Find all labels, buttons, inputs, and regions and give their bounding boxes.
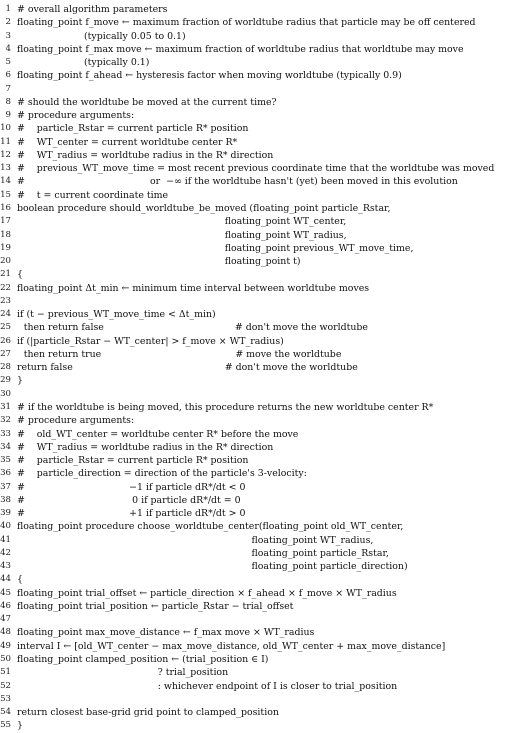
listing-line xyxy=(0,494,514,507)
listing-line xyxy=(0,348,514,361)
code-text: # particle_Rstar = current particle R* position xyxy=(17,455,249,467)
listing-line xyxy=(0,229,514,242)
listing-line xyxy=(0,467,514,480)
code-text: if (t − previous_WT_move_time < Δt_min) xyxy=(17,309,216,321)
code-text: floating_point particle_direction) xyxy=(251,561,408,573)
code-text: interval I ← [old_WT_center − max_move_distance, old_WT_center + max_move_distance] xyxy=(17,640,446,652)
listing-line xyxy=(0,428,514,441)
code-text: floating_point clamped_position ← (trial_position ∈ I) xyxy=(17,654,269,666)
code-text: (typically 0.1) xyxy=(84,57,150,69)
line-number: 26 xyxy=(0,335,11,346)
line-number: 35 xyxy=(0,455,11,466)
listing-line xyxy=(0,706,514,719)
listing-line xyxy=(0,414,514,427)
listing-line xyxy=(0,282,514,295)
listing-line xyxy=(0,441,514,454)
code-text: floating_point f_max move ← maximum fraction of worldtube radius that worldtube may move xyxy=(17,43,464,55)
code-text: floating_point WT_radius, xyxy=(251,534,374,546)
code-text: # overall algorithm parameters xyxy=(17,4,168,15)
code-text: # if the worldtube is being moved, this procedure returns the new worldtube center R* xyxy=(17,401,434,413)
listing-line xyxy=(0,587,514,600)
line-number: 13 xyxy=(0,163,11,174)
code-text: then return false # don't move the worldtube xyxy=(23,322,368,334)
line-number: 55 xyxy=(0,720,11,731)
line-number: 12 xyxy=(0,149,11,160)
code-text: floating_point particle_Rstar, xyxy=(251,547,389,559)
code-text: # or −∞ if the worldtube hasn't (yet) been moved in this evolution xyxy=(17,176,458,188)
listing-line xyxy=(0,69,514,82)
line-number: 11 xyxy=(0,136,11,147)
listing-line xyxy=(0,202,514,215)
listing-line xyxy=(0,560,514,573)
line-number: 44 xyxy=(0,574,11,585)
code-text: floating_point WT_center, xyxy=(224,216,347,228)
line-number: 2 xyxy=(5,17,11,28)
code-text: # procedure arguments: xyxy=(17,110,135,122)
line-number: 54 xyxy=(0,707,11,718)
code-text: # procedure arguments: xyxy=(17,415,135,427)
code-text: then return true # move the worldtube xyxy=(23,348,342,360)
line-number: 10 xyxy=(0,123,11,134)
line-number: 34 xyxy=(0,441,11,452)
listing-line xyxy=(0,43,514,56)
line-number: 16 xyxy=(0,202,11,213)
code-text: # old_WT_center = worldtube center R* before the move xyxy=(17,428,299,440)
line-number: 46 xyxy=(0,600,11,611)
listing-line xyxy=(0,401,514,414)
listing-line xyxy=(0,547,514,560)
code-text: # t = current coordinate time xyxy=(17,189,169,201)
code-text: : whichever endpoint of I is closer to trial_position xyxy=(157,680,398,692)
listing-line xyxy=(0,242,514,255)
listing-line xyxy=(0,162,514,175)
line-number: 53 xyxy=(0,693,11,704)
line-number: 18 xyxy=(0,229,11,240)
listing-line xyxy=(0,335,514,348)
listing-line xyxy=(0,321,514,334)
line-number: 27 xyxy=(0,348,11,359)
code-text: # +1 if particle dR*/dt > 0 xyxy=(17,508,246,520)
listing-line xyxy=(0,83,514,96)
code-text: floating_point trial_offset ← particle_direction × f_ahead × f_move × WT_radius xyxy=(17,587,397,599)
listing-line xyxy=(0,3,514,16)
code-text: return closest base-grid grid point to clamped_position xyxy=(17,707,279,719)
line-number: 51 xyxy=(0,667,11,678)
line-number: 38 xyxy=(0,494,11,505)
listing-line xyxy=(0,295,514,308)
line-number: 49 xyxy=(0,640,11,651)
line-number: 52 xyxy=(0,680,11,691)
listing-line xyxy=(0,388,514,401)
line-number: 9 xyxy=(5,110,11,121)
line-number: 40 xyxy=(0,521,11,532)
line-number: 47 xyxy=(0,614,11,625)
code-text: floating_point previous_WT_move_time, xyxy=(224,242,414,254)
line-number: 8 xyxy=(5,96,11,107)
line-number: 36 xyxy=(0,468,11,479)
listing-line xyxy=(0,136,514,149)
listing-line xyxy=(0,122,514,135)
line-number: 5 xyxy=(5,57,11,68)
listing-line xyxy=(0,573,514,586)
listing-line xyxy=(0,719,514,732)
listing-line xyxy=(0,361,514,374)
code-text: # previous_WT_move_time = most recent previous coordinate time that the worldtube was moved xyxy=(17,163,495,175)
line-number: 31 xyxy=(0,401,11,412)
listing-line xyxy=(0,507,514,520)
listing-line xyxy=(0,308,514,321)
code-text: # WT_radius = worldtube radius in the R* direction xyxy=(17,149,274,161)
line-number: 19 xyxy=(0,242,11,253)
line-number: 15 xyxy=(0,189,11,200)
code-text: # particle_direction = direction of the particle's 3-velocity: xyxy=(17,468,307,480)
line-number: 42 xyxy=(0,547,11,558)
listing-line xyxy=(0,600,514,613)
listing-line xyxy=(0,96,514,109)
listing-line xyxy=(0,520,514,533)
code-text: if (|particle_Rstar − WT_center| > f_move × WT_radius) xyxy=(17,335,284,347)
line-number: 50 xyxy=(0,654,11,665)
code-text: ? trial_position xyxy=(157,667,229,679)
line-number: 17 xyxy=(0,216,11,227)
line-number: 1 xyxy=(5,4,11,14)
code-text: # 0 if particle dR*/dt = 0 xyxy=(17,494,241,506)
listing-line xyxy=(0,626,514,639)
listing-line xyxy=(0,613,514,626)
code-text: } xyxy=(17,720,23,732)
code-text: floating_point WT_radius, xyxy=(224,229,347,241)
listing-line xyxy=(0,481,514,494)
code-text: floating_point f_ahead ← hysteresis factor when moving worldtube (typically 0.9) xyxy=(17,70,402,82)
code-text: floating_point max_move_distance ← f_max move × WT_radius xyxy=(17,627,315,639)
code-text: # should the worldtube be moved at the current time? xyxy=(17,96,277,108)
code-text: { xyxy=(17,269,23,281)
line-number: 32 xyxy=(0,415,11,426)
code-text: floating_point f_move ← maximum fraction of worldtube radius that particle may be off centered xyxy=(17,17,476,29)
listing-line xyxy=(0,374,514,387)
line-number: 25 xyxy=(0,322,11,333)
line-number: 29 xyxy=(0,375,11,386)
listing-line xyxy=(0,693,514,706)
listing-line xyxy=(0,666,514,679)
line-number: 21 xyxy=(0,269,11,280)
listing-line xyxy=(0,653,514,666)
listing-line xyxy=(0,109,514,122)
listing-line xyxy=(0,189,514,202)
listing-line xyxy=(0,534,514,547)
code-text: boolean procedure should_worldtube_be_moved (floating_point particle_Rstar, xyxy=(17,202,391,214)
line-number: 30 xyxy=(0,388,11,399)
line-number: 37 xyxy=(0,481,11,492)
line-number: 48 xyxy=(0,627,11,638)
line-number: 43 xyxy=(0,561,11,572)
code-text: } xyxy=(17,375,23,387)
line-number: 28 xyxy=(0,362,11,373)
line-number: 33 xyxy=(0,428,11,439)
line-number: 3 xyxy=(5,30,11,41)
listing-line xyxy=(0,680,514,693)
algorithm-listing xyxy=(0,3,514,733)
listing-line xyxy=(0,175,514,188)
line-number: 4 xyxy=(5,43,11,54)
line-number: 23 xyxy=(0,295,11,306)
listing-line xyxy=(0,454,514,467)
listing-line xyxy=(0,255,514,268)
listing-line xyxy=(0,56,514,69)
line-number: 14 xyxy=(0,176,11,187)
code-text: floating_point Δt_min ← minimum time interval between worldtube moves xyxy=(17,282,370,294)
listing-line xyxy=(0,16,514,29)
code-text: # WT_radius = worldtube radius in the R* direction xyxy=(17,441,274,453)
listing-line xyxy=(0,149,514,162)
listing-line xyxy=(0,30,514,43)
code-text: { xyxy=(17,574,23,586)
code-text: floating_point procedure choose_worldtube_center(floating_point old_WT_center, xyxy=(17,521,404,533)
code-text: floating_point trial_position ← particle_Rstar − trial_offset xyxy=(17,600,294,612)
line-number: 39 xyxy=(0,508,11,519)
code-text: floating_point t) xyxy=(224,256,301,268)
code-text: return false # don't move the worldtube xyxy=(17,362,358,374)
code-text: # −1 if particle dR*/dt < 0 xyxy=(17,481,246,493)
line-number: 41 xyxy=(0,534,11,545)
line-number: 20 xyxy=(0,256,11,267)
line-number: 24 xyxy=(0,309,11,320)
code-text: # particle_Rstar = current particle R* position xyxy=(17,123,249,135)
listing-line xyxy=(0,268,514,281)
code-text: # WT_center = current worldtube center R* xyxy=(17,136,238,148)
line-number: 45 xyxy=(0,587,11,598)
line-number: 22 xyxy=(0,282,11,293)
line-number: 7 xyxy=(5,83,11,94)
listing-line xyxy=(0,640,514,653)
listing-line xyxy=(0,215,514,228)
line-number: 6 xyxy=(5,70,11,81)
code-text: (typically 0.05 to 0.1) xyxy=(84,30,186,42)
